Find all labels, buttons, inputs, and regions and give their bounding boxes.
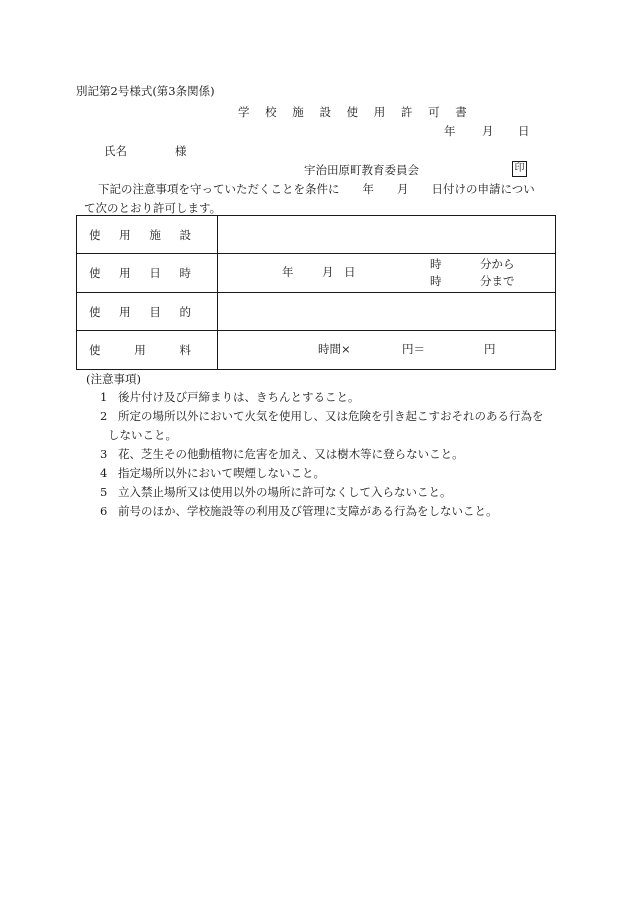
notes-heading: (注意事項) (86, 372, 141, 386)
body-text-line-2: て次のとおり許可します。 (84, 201, 222, 215)
label-char: 使 (89, 266, 101, 280)
form-code: 別記第2号様式(第3条関係) (76, 84, 215, 98)
label-facility (77, 216, 218, 254)
from-minute: 分から (480, 257, 515, 271)
fee-rate: 円＝ (402, 342, 425, 356)
permit-table (76, 215, 556, 370)
label-char: 日 (149, 266, 161, 280)
datetime-month: 月 (322, 265, 334, 279)
note-item (100, 392, 360, 404)
note-text: 前号のほか、学校施設等の利用及び管理に支障がある行為をしないこと。 (118, 504, 498, 518)
note-number: 1 (100, 390, 108, 404)
note-item (100, 506, 498, 518)
purpose-value[interactable] (218, 293, 556, 331)
label-char: 用 (119, 266, 131, 280)
note-text: 所定の場所以外において火気を使用し、又は危険を引き起こすおそれのある行為を (118, 409, 544, 423)
note-item (100, 411, 544, 423)
fee-total: 円 (484, 342, 496, 356)
date-day: 日 (518, 124, 530, 138)
document-title: 学 校 施 設 使 用 許 可 書 (238, 105, 473, 119)
note-continuation: しないこと。 (108, 428, 177, 442)
label-char: 料 (179, 343, 191, 357)
recipient-name-label: 氏名 (104, 144, 127, 158)
recipient-honorific: 様 (175, 144, 187, 158)
label-char: 使 (89, 304, 101, 319)
fee-hours: 時間× (318, 342, 351, 356)
row-fee (77, 331, 556, 370)
label-char: 用 (134, 343, 146, 357)
datetime-year: 年 (282, 265, 294, 279)
date-month: 月 (482, 124, 494, 138)
note-number: 3 (100, 447, 108, 461)
label-char: 使 (89, 343, 101, 357)
label-char: 用 (119, 227, 131, 242)
to-hour: 時 (430, 274, 442, 288)
to-minute: 分まで (480, 274, 515, 288)
note-item (100, 468, 325, 480)
issuer-name: 宇治田原町教育委員会 (304, 163, 419, 177)
from-hour: 時 (430, 257, 442, 271)
date-year: 年 (444, 124, 456, 138)
note-item (100, 449, 464, 461)
datetime-value[interactable] (218, 254, 556, 293)
label-char: 使 (89, 227, 101, 242)
row-facility (77, 216, 556, 254)
note-number: 6 (100, 504, 108, 518)
row-datetime (77, 254, 556, 293)
note-number: 5 (100, 485, 108, 499)
seal-box: 印 (512, 161, 527, 177)
facility-value[interactable] (218, 216, 556, 254)
label-char: 用 (119, 304, 131, 319)
note-number: 2 (100, 409, 108, 423)
note-text: 花、芝生その他動植物に危害を加え、又は樹木等に登らないこと。 (118, 447, 464, 461)
note-number: 4 (100, 466, 108, 480)
label-char: 目 (149, 304, 161, 319)
label-char: 的 (179, 304, 191, 319)
fee-value[interactable] (218, 331, 556, 370)
recipient-line (104, 146, 187, 158)
label-datetime (77, 254, 218, 293)
datetime-day: 日 (344, 265, 356, 279)
label-char: 施 (149, 227, 161, 242)
body-text-line-1: 下記の注意事項を守っていただくことを条件に 年 月 日付けの申請につい (98, 182, 535, 196)
note-text: 立入禁止場所又は使用以外の場所に許可なくして入らないこと。 (118, 485, 452, 499)
label-char: 設 (179, 227, 191, 242)
row-purpose (77, 293, 556, 331)
note-text: 後片付け及び戸締まりは、きちんとすること。 (118, 390, 360, 404)
label-char: 時 (179, 266, 191, 280)
note-text: 指定場所以外において喫煙しないこと。 (118, 466, 325, 480)
label-fee (77, 331, 218, 370)
note-item (100, 487, 452, 499)
label-purpose (77, 293, 218, 331)
issue-date (444, 126, 530, 138)
